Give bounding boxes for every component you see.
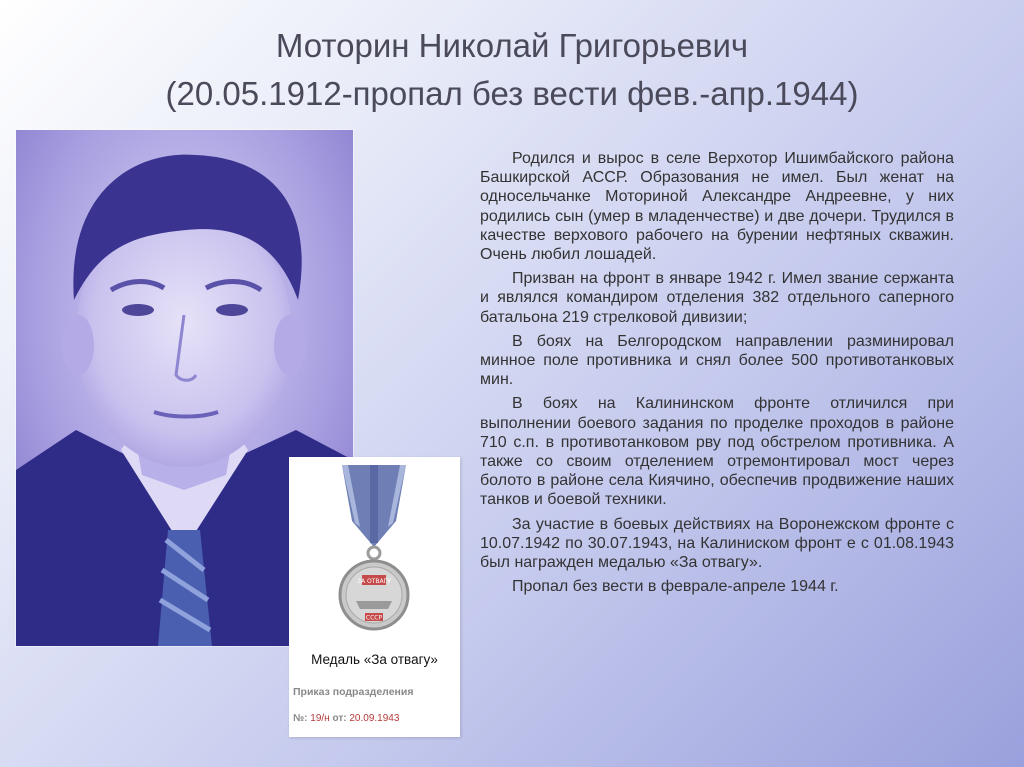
bio-paragraph: Родился и вырос в селе Верхотор Ишимбайского района Башкирской АССР. Образования не имел. Был женат на односельчанке Моториной Александре Андреевне, у них родились сын (умер в младенчестве) и две дочери. Трудился в качестве верхового рабочего на бурении нефтяных скважин. Очень любил лошадей. — [480, 150, 954, 264]
order-date-label: от: — [332, 713, 347, 724]
medal-icon — [334, 463, 414, 643]
order-details — [293, 713, 399, 724]
bio-paragraph: В боях на Белгородском направлении разминировал минное поле противника и снял более 500 противотанковых мин. — [480, 332, 954, 389]
biography-text — [480, 149, 954, 601]
bio-paragraph: Пропал без вести в феврале-апреле 1944 г. — [512, 578, 839, 596]
slide-title — [0, 22, 1024, 118]
title-dates: (20.05.1912-пропал без вести фев.-апр.1944) — [165, 75, 859, 112]
bio-paragraph: В боях на Калининском фронте отличился при выполнении боевого задания по проделке проходов в районе 710 с.п. в противотанковом рву под обстрелом противника. А также со своим отделением отремонтировал мост через болото в районе села Киячино, обеспечив продвижение наших танков и боевой техники. — [480, 395, 954, 509]
title-name: Моторин Николай Григорьевич — [275, 27, 749, 64]
order-no-label: №: — [293, 713, 308, 724]
medal-caption: Медаль «За отвагу» — [311, 652, 438, 667]
bio-paragraph: За участие в боевых действиях на Воронежском фронте с 10.07.1942 по 30.07.1943, на Калиниском фронт е с 01.08.1943 был награжден медалью «За отвагу». — [480, 515, 954, 572]
medal-inscription: ЗА ОТВАГУ — [357, 578, 391, 585]
order-no: 19/н — [310, 713, 330, 724]
order-date: 20.09.1943 — [349, 713, 400, 724]
bio-paragraph: Призван на фронт в январе 1942 г. Имел звание сержанта и являлся командиром отделения 382 отдельного саперного батальона 219 стрелковой дивизии; — [480, 270, 954, 326]
order-title: Приказ подразделения — [293, 686, 414, 698]
medal-bottom-text: СССР — [365, 614, 383, 622]
medal-card — [289, 457, 460, 737]
